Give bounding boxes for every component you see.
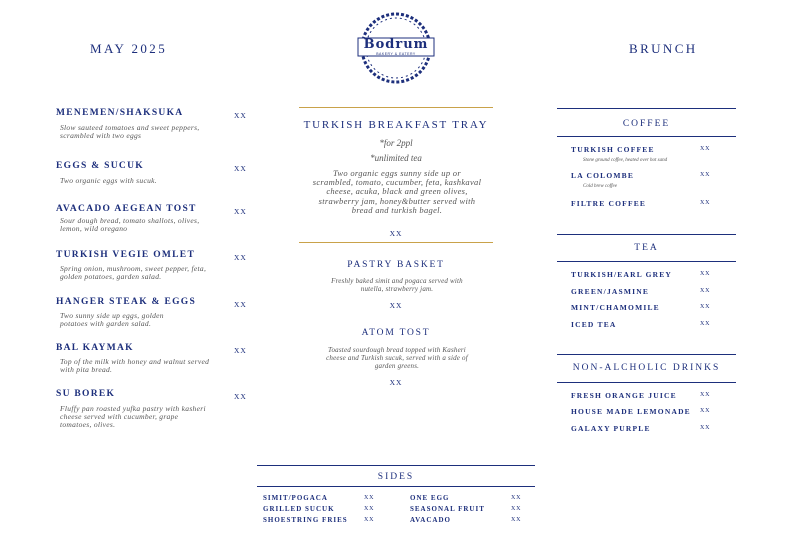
list-item: [56, 161, 256, 191]
tea-item-price: XX: [700, 304, 711, 310]
drink-item-price: XX: [700, 392, 711, 398]
tea-item-name: TURKISH/EARL GREY: [571, 270, 673, 279]
list-item: [56, 204, 256, 244]
list-item: [56, 250, 256, 290]
tea-item-price: XX: [700, 288, 711, 294]
sides-bottom-rule: [257, 486, 535, 487]
coffee-item-price: XX: [700, 172, 711, 178]
item-price: XX: [234, 346, 247, 355]
tea-item-price: XX: [700, 321, 711, 327]
item-description: Top of the milk with honey and walnut served with pita bread.: [60, 357, 210, 374]
item-name: TURKISH VEGIE OMLET: [56, 250, 196, 260]
item-price: XX: [234, 392, 247, 401]
side-item-price: XX: [364, 517, 375, 523]
atom-tost-title: ATOM TOST: [361, 328, 431, 338]
coffee-item-price: XX: [700, 146, 711, 152]
coffee-top-rule: [557, 108, 736, 109]
list-item: [56, 297, 256, 337]
logo-name: Bodrum: [363, 37, 429, 52]
pastry-basket-title: PASTRY BASKET: [347, 260, 445, 270]
tea-item-name: ICED TEA: [571, 320, 617, 329]
item-name: HANGER STEAK & EGGS: [56, 297, 197, 307]
side-item-name: SIMIT/POGACA: [263, 494, 328, 502]
menu-type-title: BRUNCH: [629, 41, 698, 56]
tea-item-price: XX: [700, 271, 711, 277]
tea-item-name: GREEN/JASMINE: [571, 287, 650, 296]
side-item-price: XX: [511, 495, 522, 501]
side-item-name: SEASONAL FRUIT: [410, 505, 485, 513]
coffee-item-sub: Stone ground coffee, heated over hot sand: [583, 158, 668, 163]
side-item-price: XX: [364, 495, 375, 501]
logo-tagline: BAKERY & EATERY: [376, 52, 416, 56]
center-bottom-divider: [299, 242, 493, 243]
drink-item-name: HOUSE MADE LEMONADE: [571, 407, 691, 416]
coffee-item-sub: Cold brew coffee: [583, 184, 617, 189]
bodrum-logo: [357, 10, 435, 86]
item-description: Sour dough bread, tomato shallots, olives, lemon, wild oregano: [60, 216, 200, 233]
item-name: AVACADO AEGEAN TOST: [56, 204, 197, 214]
item-description: Two sunny side up eggs, golden potatoes with garden salad.: [60, 311, 164, 328]
item-description: Slow sauteed tomatoes and sweet peppers, scrambled with two eggs: [60, 123, 200, 140]
side-item-price: XX: [364, 506, 375, 512]
coffee-item-name: FILTRE COFFEE: [571, 199, 647, 208]
list-item: [56, 389, 256, 439]
tea-item-name: MINT/CHAMOMILE: [571, 303, 660, 312]
coffee-item-name: LA COLOMBE: [571, 171, 635, 180]
item-price: XX: [234, 300, 247, 309]
drink-item-name: FRESH ORANGE JUICE: [571, 391, 677, 400]
drink-item-price: XX: [700, 425, 711, 431]
drinks-top-rule: [557, 354, 736, 355]
pastry-basket-description: Freshly baked simit and pogaca served with nutella, strawberry jam.: [331, 277, 463, 293]
item-price: XX: [234, 253, 247, 262]
sides-title: SIDES: [377, 472, 415, 482]
list-item: [56, 343, 256, 383]
tea-top-rule: [557, 234, 736, 235]
item-name: BAL KAYMAK: [56, 343, 134, 353]
item-name: EGGS & SUCUK: [56, 161, 144, 171]
list-item: [56, 108, 256, 148]
item-description: Two organic eggs with sucuk.: [60, 176, 157, 185]
side-item-price: XX: [511, 506, 522, 512]
drinks-title: NON-ALCHOLIC DRINKS: [572, 363, 721, 373]
breakfast-description: Two organic eggs sunny side up or scrambled, tomato, cucumber, feta, kashkaval cheese, acuka, black and green olives, strawberry jam, honey&butter served with bread and turkish bagel.: [312, 168, 482, 215]
item-description: Fluffy pan roasted yufka pastry with kasheri cheese served with cucumber, grape tomatoes, olives.: [60, 404, 206, 429]
breakfast-note-people: *for 2ppl: [379, 138, 413, 148]
side-item-name: SHOESTRING FRIES: [263, 516, 348, 524]
drink-item-name: GALAXY PURPLE: [571, 424, 651, 433]
tea-bottom-rule: [557, 261, 736, 262]
item-price: XX: [234, 207, 247, 216]
breakfast-price: XX: [389, 229, 403, 238]
menu-date: MAY 2025: [90, 41, 168, 56]
side-item-price: XX: [511, 517, 522, 523]
breakfast-tray-title: TURKISH BREAKFAST TRAY: [303, 119, 489, 131]
drink-item-price: XX: [700, 408, 711, 414]
coffee-title: COFFEE: [622, 119, 671, 129]
coffee-item-price: XX: [700, 200, 711, 206]
tea-title: TEA: [634, 243, 659, 253]
atom-tost-description: Toasted sourdough bread topped with Kasheri cheese and Turkish sucuk, served with a side of garden greens.: [326, 346, 468, 370]
drinks-bottom-rule: [557, 382, 736, 383]
atom-tost-price: XX: [389, 378, 403, 387]
center-top-divider: [299, 107, 493, 108]
breakfast-note-tea: *unlimited tea: [370, 153, 422, 163]
pastry-basket-price: XX: [389, 301, 403, 310]
item-name: MENEMEN/SHAKSUKA: [56, 108, 184, 118]
side-item-name: AVACADO: [410, 516, 451, 524]
item-description: Spring onion, mushroom, sweet pepper, feta, golden potatoes, garden salad.: [60, 264, 207, 281]
sides-list: [263, 494, 533, 528]
item-price: XX: [234, 164, 247, 173]
sides-top-rule: [257, 465, 535, 466]
side-item-name: GRILLED SUCUK: [263, 505, 335, 513]
coffee-bottom-rule: [557, 136, 736, 137]
side-item-name: ONE EGG: [410, 494, 450, 502]
item-name: SU BOREK: [56, 389, 116, 399]
item-price: XX: [234, 111, 247, 120]
coffee-item-name: TURKISH COFFEE: [571, 145, 655, 154]
